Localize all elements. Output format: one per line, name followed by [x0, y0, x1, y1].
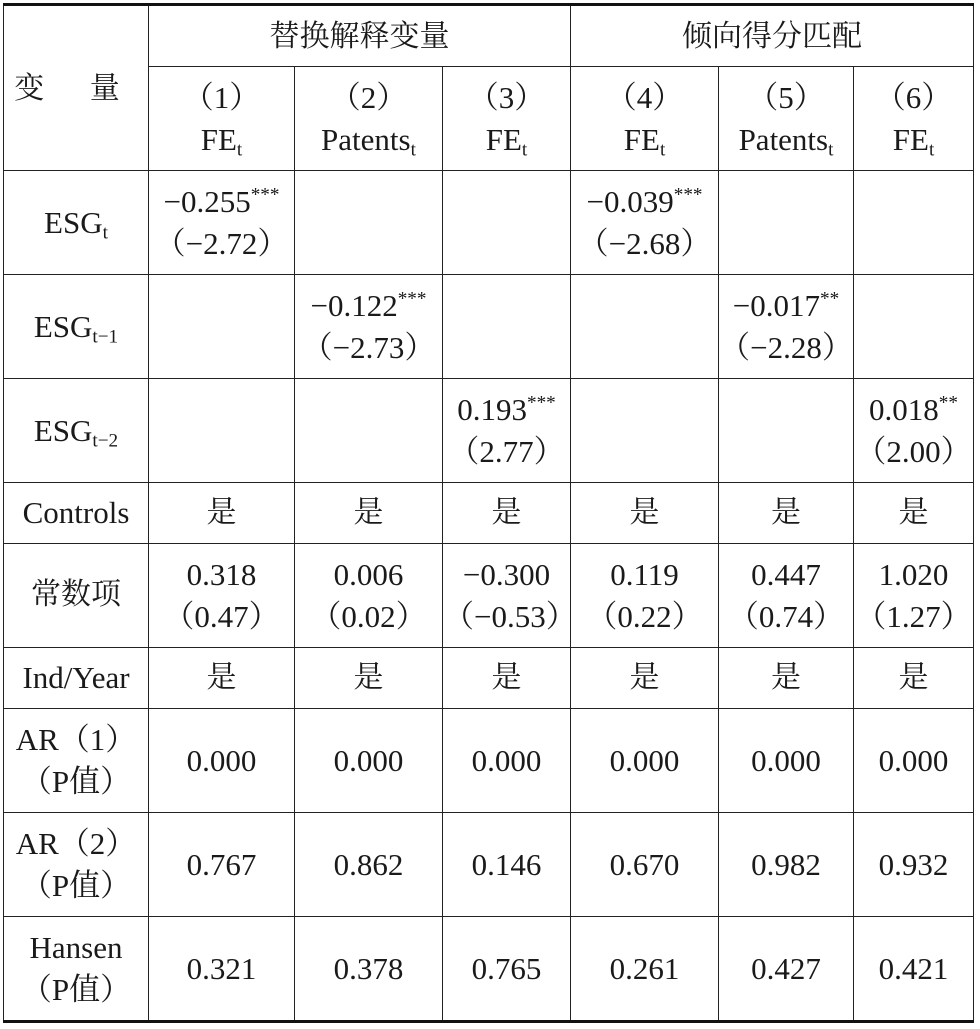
value-cell: 是: [149, 483, 295, 544]
value-cell: 0.765: [443, 917, 571, 1022]
value-cell: 0.862: [295, 813, 443, 917]
empty-cell: [149, 275, 295, 379]
coef-cell: −0.017** （−2.28）: [719, 275, 854, 379]
value-cell: 是: [149, 648, 295, 709]
column-header: [149, 67, 295, 171]
column-header: [571, 67, 719, 171]
row-label: 常数项: [4, 544, 149, 648]
column-number: （6）: [874, 79, 953, 115]
empty-cell: [443, 171, 571, 275]
value-cell: 是: [719, 648, 854, 709]
column-header: [443, 67, 571, 171]
row-label: Ind/Year: [4, 648, 149, 709]
coef-cell: 0.006 （0.02）: [295, 544, 443, 648]
row-label: Controls: [4, 483, 149, 544]
value-cell: 是: [854, 483, 974, 544]
dependent-variable: $FE_t$: [485, 121, 528, 160]
value-cell: 是: [571, 648, 719, 709]
value-cell: 0.000: [149, 709, 295, 813]
group-header-psm: 倾向得分匹配: [571, 5, 974, 67]
value-cell: 是: [295, 648, 443, 709]
column-header: [295, 67, 443, 171]
coef-cell: −0.300 （−0.53）: [443, 544, 571, 648]
group-header-replace-explanatory: 替换解释变量: [149, 5, 571, 67]
value-cell: 0.000: [854, 709, 974, 813]
table-row-esg-t2: [4, 379, 974, 483]
dependent-variable: $FE_t$: [892, 121, 935, 160]
dependent-variable: Patents$_t$: [321, 121, 416, 160]
value-cell: 是: [443, 483, 571, 544]
table-row-ind-year: [4, 648, 974, 709]
column-header: [719, 67, 854, 171]
table-row-esg-t1: [4, 275, 974, 379]
dependent-variable: $FE_t$: [200, 121, 243, 160]
table-row-constant: [4, 544, 974, 648]
empty-cell: [854, 171, 974, 275]
table-row-hansen: [4, 917, 974, 1022]
row-label: AR（2） （P值）: [4, 813, 149, 917]
empty-cell: [571, 275, 719, 379]
table-row-ar1: [4, 709, 974, 813]
value-cell: 0.378: [295, 917, 443, 1022]
row-label: $ESG_{t-2}$: [4, 379, 149, 483]
column-number: （2）: [329, 79, 408, 115]
value-cell: 0.000: [295, 709, 443, 813]
empty-cell: [295, 379, 443, 483]
value-cell: 0.000: [443, 709, 571, 813]
column-number: （4）: [605, 79, 684, 115]
value-cell: 0.000: [571, 709, 719, 813]
value-cell: 0.000: [719, 709, 854, 813]
header-row-columns: [4, 67, 974, 171]
value-cell: 0.932: [854, 813, 974, 917]
column-number: （3）: [467, 79, 546, 115]
coef-cell: 0.018** （2.00）: [854, 379, 974, 483]
column-number: （1）: [182, 79, 261, 115]
regression-table: [3, 3, 974, 1023]
value-cell: 是: [443, 648, 571, 709]
value-cell: 是: [854, 648, 974, 709]
column-header: [854, 67, 974, 171]
dependent-variable: Patents$_t$: [738, 121, 834, 160]
empty-cell: [719, 379, 854, 483]
row-label: AR（1） （P值）: [4, 709, 149, 813]
empty-cell: [149, 379, 295, 483]
variable-header-cell: [4, 5, 149, 171]
coef-cell: −0.039*** （−2.68）: [571, 171, 719, 275]
empty-cell: [571, 379, 719, 483]
variable-header-label: 变 量: [14, 70, 138, 106]
table-row-controls: [4, 483, 974, 544]
coef-cell: 0.447 （0.74）: [719, 544, 854, 648]
table-row-esg-t: [4, 171, 974, 275]
empty-cell: [443, 275, 571, 379]
row-label: $ESG_t$: [4, 171, 149, 275]
coef-cell: 0.318 （0.47）: [149, 544, 295, 648]
coef-cell: 1.020 （1.27）: [854, 544, 974, 648]
empty-cell: [295, 171, 443, 275]
empty-cell: [719, 171, 854, 275]
value-cell: 0.767: [149, 813, 295, 917]
value-cell: 0.427: [719, 917, 854, 1022]
row-label: $ESG_{t-1}$: [4, 275, 149, 379]
value-cell: 0.670: [571, 813, 719, 917]
value-cell: 是: [719, 483, 854, 544]
coef-cell: −0.122*** （−2.73）: [295, 275, 443, 379]
value-cell: 0.146: [443, 813, 571, 917]
header-row-groups: [4, 5, 974, 67]
coef-cell: 0.193*** （2.77）: [443, 379, 571, 483]
value-cell: 0.321: [149, 917, 295, 1022]
dependent-variable: $FE_t$: [623, 121, 666, 160]
row-label: Hansen （P值）: [4, 917, 149, 1022]
value-cell: 是: [571, 483, 719, 544]
value-cell: 0.261: [571, 917, 719, 1022]
value-cell: 是: [295, 483, 443, 544]
column-number: （5）: [747, 79, 825, 115]
value-cell: 0.982: [719, 813, 854, 917]
coef-cell: 0.119 （0.22）: [571, 544, 719, 648]
coef-cell: −0.255*** （−2.72）: [149, 171, 295, 275]
value-cell: 0.421: [854, 917, 974, 1022]
empty-cell: [854, 275, 974, 379]
table-row-ar2: [4, 813, 974, 917]
